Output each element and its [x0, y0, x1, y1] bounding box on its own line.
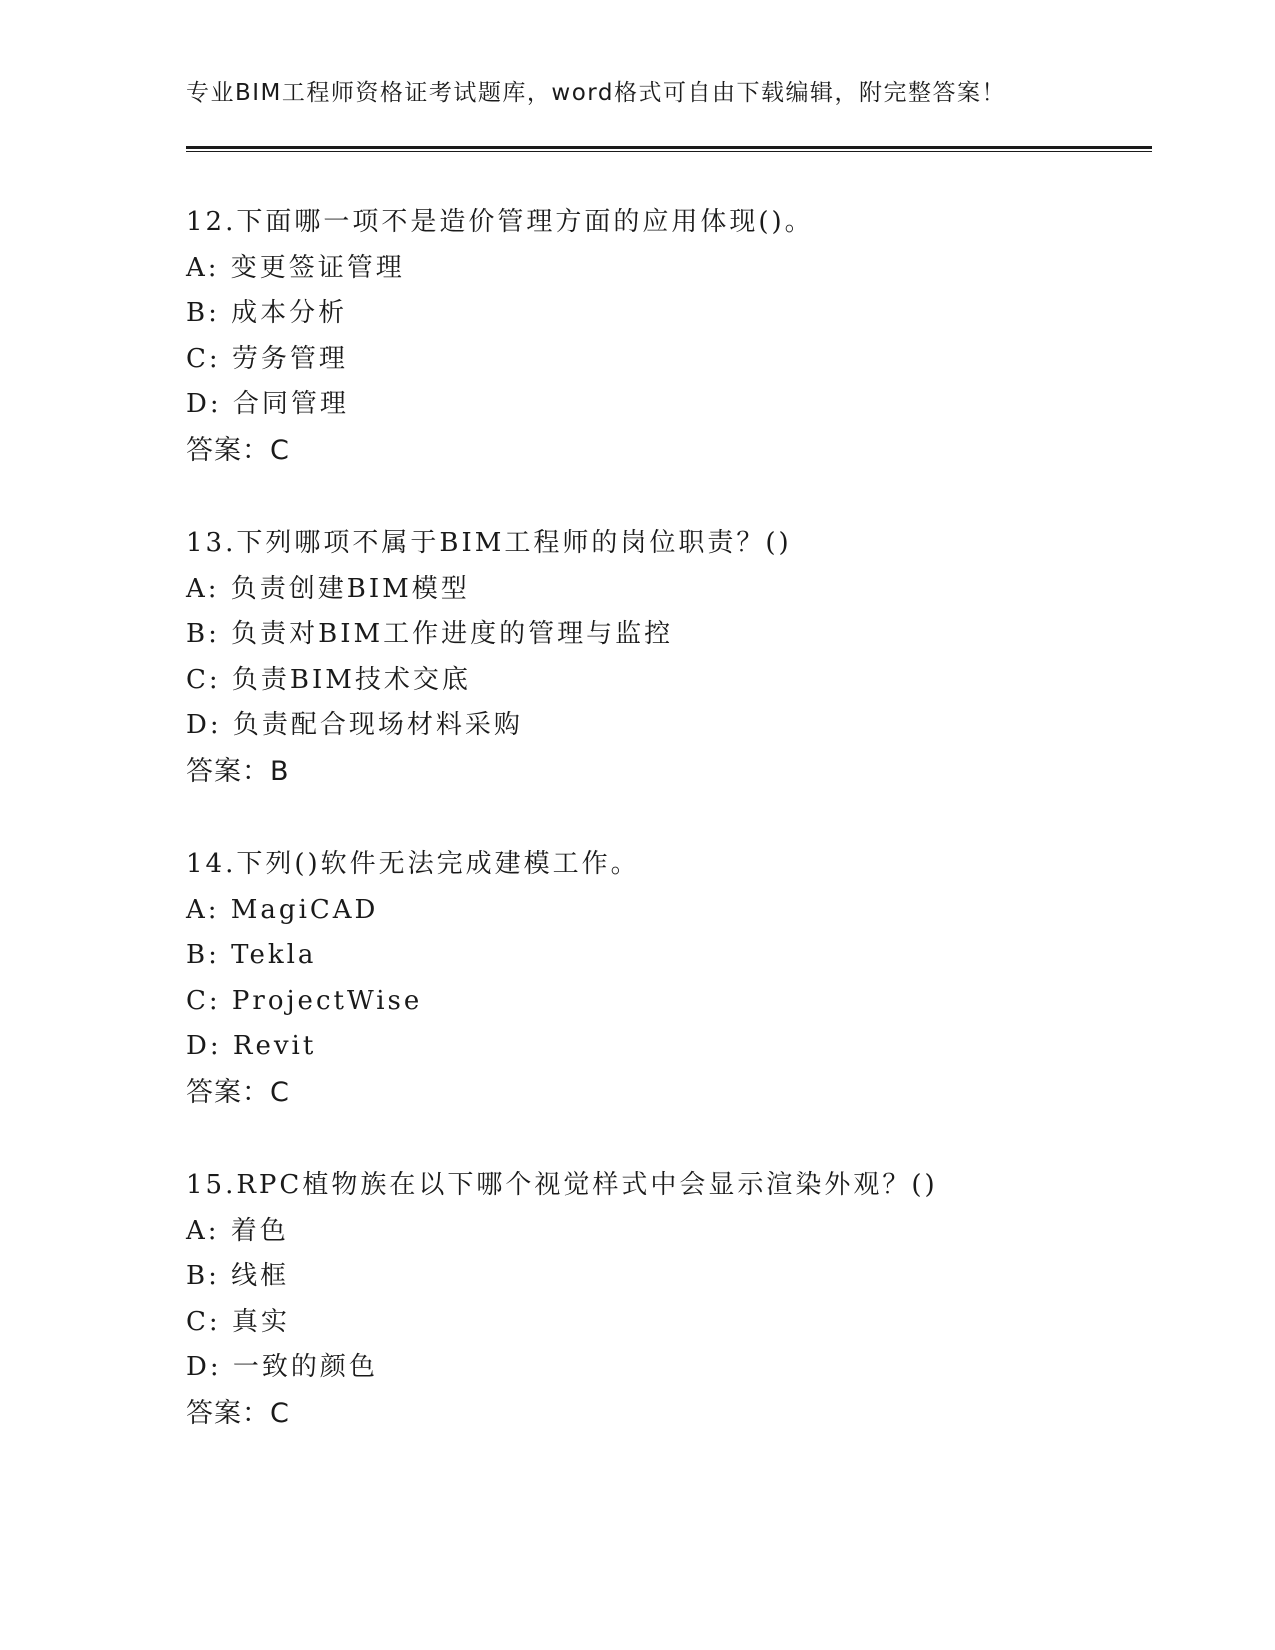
question-13 — [186, 521, 1152, 795]
option-c: C: 真实 — [186, 1306, 290, 1337]
answer: 答案：B — [186, 755, 290, 787]
option-c: C: ProjectWise — [186, 985, 423, 1016]
option-b: B: 负责对BIM工作进度的管理与监控 — [186, 619, 674, 650]
answer: 答案：C — [186, 1076, 290, 1108]
option-c: C: 劳务管理 — [186, 343, 348, 374]
question-12 — [186, 200, 1152, 474]
question-stem: 13.下列哪项不属于BIM工程师的岗位职责？() — [186, 528, 792, 558]
option-d: D: 负责配合现场材料采购 — [186, 710, 523, 741]
option-d: D: 一致的颜色 — [186, 1352, 378, 1383]
question-14 — [186, 842, 1152, 1116]
option-b: B: Tekla — [186, 940, 317, 971]
option-d: D: Revit — [186, 1031, 317, 1062]
header-divider-thick — [186, 146, 1152, 149]
option-c: C: 负责BIM技术交底 — [186, 664, 471, 695]
question-stem: 15.RPC植物族在以下哪个视觉样式中会显示渲染外观？() — [186, 1170, 938, 1200]
answer: 答案：C — [186, 1397, 290, 1429]
option-a: A: MagiCAD — [186, 894, 379, 925]
option-d: D: 合同管理 — [186, 389, 349, 420]
option-a: A: 变更签证管理 — [186, 252, 405, 283]
question-15 — [186, 1163, 1152, 1437]
option-a: A: 负责创建BIM模型 — [186, 573, 470, 604]
question-stem: 14.下列()软件无法完成建模工作。 — [186, 849, 640, 879]
question-stem: 12.下面哪一项不是造价管理方面的应用体现()。 — [186, 207, 814, 237]
option-b: B: 成本分析 — [186, 298, 348, 329]
header-divider-thin — [186, 151, 1152, 152]
answer: 答案：C — [186, 434, 290, 466]
page-header: 专业BIM工程师资格证考试题库，word格式可自由下载编辑，附完整答案！ — [186, 80, 1006, 106]
option-a: A: 着色 — [186, 1215, 289, 1246]
option-b: B: 线框 — [186, 1261, 290, 1292]
